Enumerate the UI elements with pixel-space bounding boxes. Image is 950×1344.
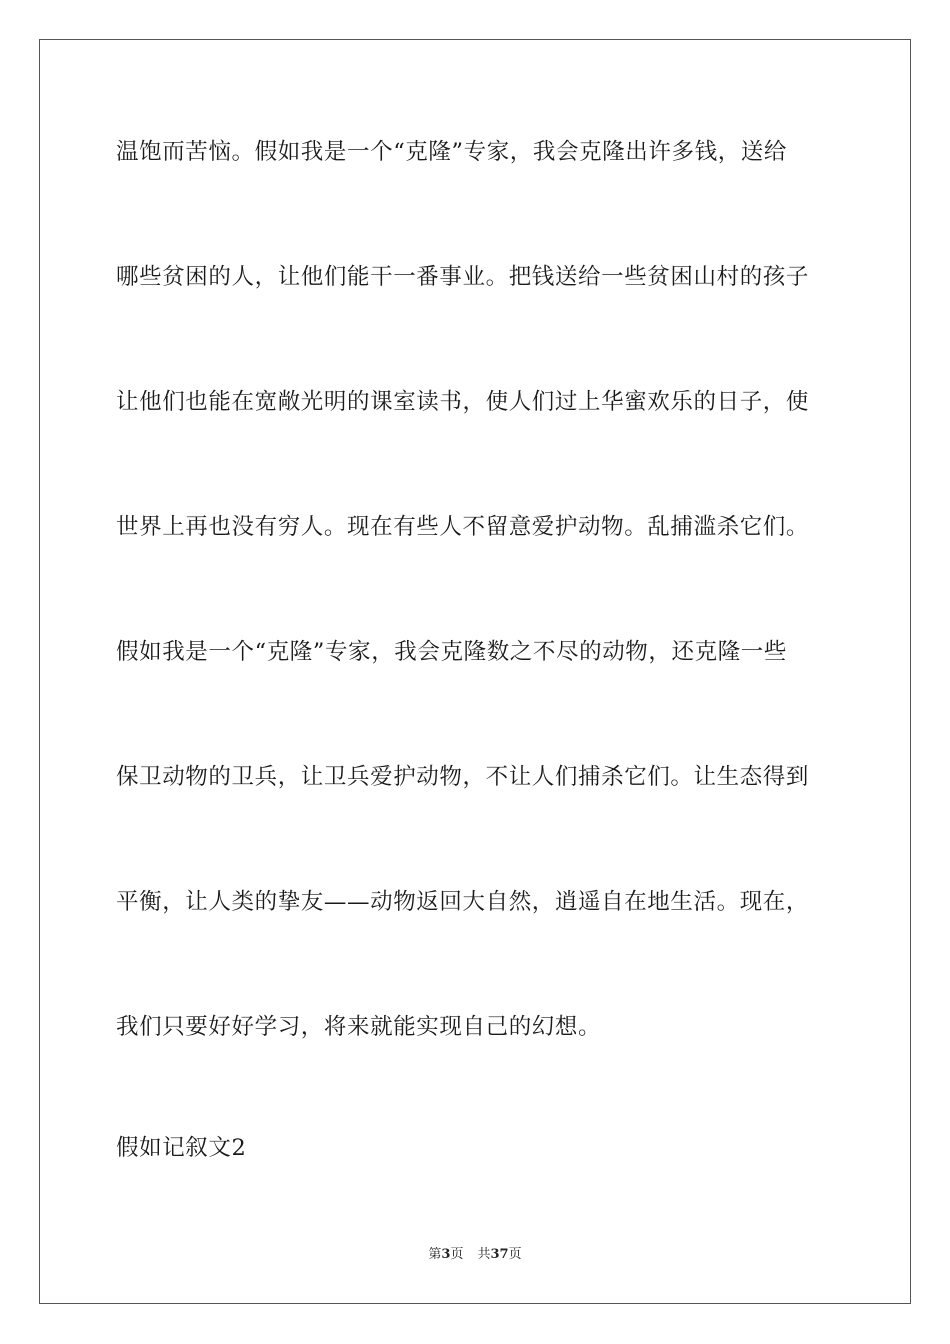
- total-suffix: 页: [508, 1247, 522, 1262]
- paragraph-line-8: 我们只要好好学习，将来就能实现自己的幻想。: [116, 1014, 602, 1040]
- paragraph-line-6: 保卫动物的卫兵，让卫兵爱护动物，不让人们捕杀它们。让生态得到: [116, 764, 810, 790]
- paragraph-line-4: 世界上再也没有穷人。现在有些人不留意爱护动物。乱捕滥杀它们。: [116, 514, 810, 540]
- page-suffix: 页: [450, 1247, 464, 1262]
- total-pages: 37: [490, 1247, 509, 1262]
- paragraph-line-3: 让他们也能在宽敞光明的课室读书，使人们过上华蜜欢乐的日子，使: [116, 389, 810, 415]
- paragraph-line-5: 假如我是一个“克隆”专家，我会克隆数之不尽的动物，还克隆一些: [116, 639, 788, 665]
- paragraph-line-2: 哪些贫困的人，让他们能干一番事业。把钱送给一些贫困山村的孩子: [116, 264, 810, 290]
- section-title: 假如记叙文2: [116, 1135, 247, 1161]
- total-prefix: 共: [477, 1247, 491, 1262]
- paragraph-line-7: 平衡，让人类的挚友——动物返回大自然，逍遥自在地生活。现在，: [116, 889, 810, 915]
- page-number: 3: [441, 1247, 451, 1262]
- page-border: [39, 39, 911, 1304]
- page-footer: [0, 1246, 950, 1264]
- page-prefix: 第: [428, 1247, 442, 1262]
- paragraph-line-1: 温饱而苦恼。假如我是一个“克隆”专家，我会克隆出许多钱，送给: [116, 139, 788, 165]
